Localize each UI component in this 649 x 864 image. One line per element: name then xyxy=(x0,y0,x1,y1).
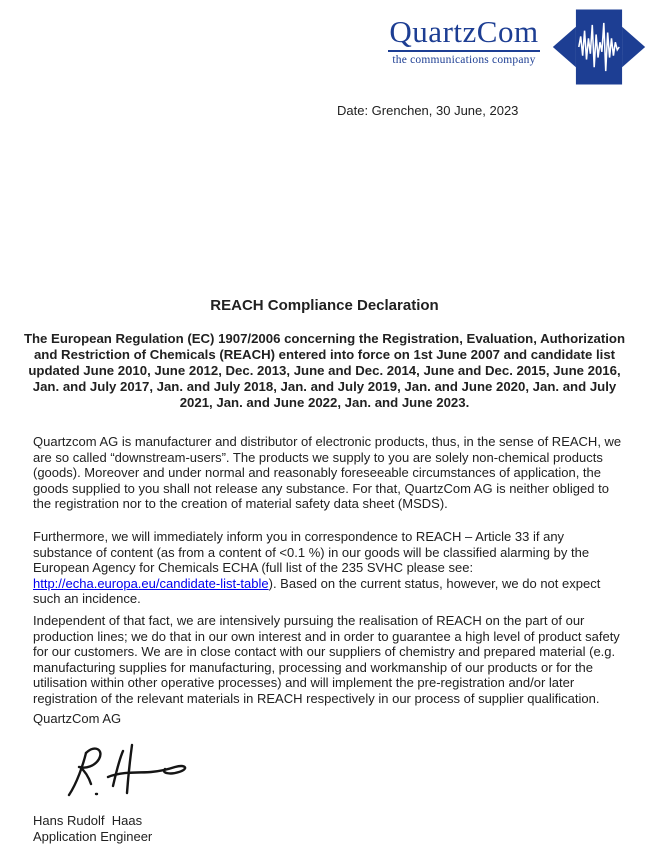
document-title: REACH Compliance Declaration xyxy=(210,297,439,314)
signatory-role: Application Engineer xyxy=(33,829,153,844)
paragraph-downstream-users: Quartzcom AG is manufacturer and distributor of electronic products, thus, in the sense of REACH, we are so called “downstream-users”. The products we supply to you are solely non-chemical products (goods). Moreover and under normal and reasonably foreseeable circumstances of application, the goods supplied to you shall not release any substance. For that, QuartzCom AG is neither obliged to the registration nor to the creation of material safety data sheet (MSDS). xyxy=(33,434,622,511)
paragraph-article-33-text: Furthermore, we will immediately inform you in correspondence to REACH – Article 33 if any substance of content (as from a content of <0.1 %) in our goods will be classified alarming by the European Agency for Chemicals ECHA (full list of the 235 SVHC please see: xyxy=(33,529,590,575)
intro-paragraph: The European Regulation (EC) 1907/2006 concerning the Registration, Evaluation, Authorization and Restriction of Chemicals (REACH) entered into force on 1st June 2007 and candidate list updated June 2010, June 2012, Dec. 2013, June and Dec. 2014, June and Dec. 2015, June 2016, Jan. and July 2017, Jan. and July 2018, Jan. and July 2019, Jan. and June 2020, Jan. and July 2021, Jan. and June 2022, Jan. and June 2023. xyxy=(23,331,626,410)
echa-candidate-list-link[interactable]: http://echa.europa.eu/candidate-list-table xyxy=(33,575,269,591)
signatory-block xyxy=(33,813,152,845)
company-name: QuartzCom AG xyxy=(33,711,122,726)
paragraph-article-33 xyxy=(33,529,626,607)
logo-wordmark: QuartzCom xyxy=(388,16,539,52)
logo-tagline: the communications company xyxy=(392,53,536,66)
quartzcom-logo xyxy=(383,8,649,88)
waveform-diamond-icon xyxy=(549,8,649,86)
date-line: Date: Grenchen, 30 June, 2023 xyxy=(337,103,519,118)
paragraph-pre-registration: Independent of that fact, we are intensively pursuing the realisation of REACH on the part of our production lines; we do that in our own interest and in order to guarantee a high level of product safety for our customers. We are in close contact with our suppliers of chemistry and prepared material (e.g. manufacturing supplies for manufacturing, processing and workmanship of our products or for the utilisation within other operative processes) and will implement the pre-registration and/or later registration of the relevant materials in REACH respectively in our process of supplier qualification. xyxy=(33,613,620,706)
paragraph-article-33-tail: ). Based on the current status, however, we do not expect such an incidence. xyxy=(33,575,601,606)
signatory-name: Hans Rudolf Haas xyxy=(33,813,143,828)
logo-text xyxy=(383,16,545,66)
handwritten-signature xyxy=(53,742,188,804)
